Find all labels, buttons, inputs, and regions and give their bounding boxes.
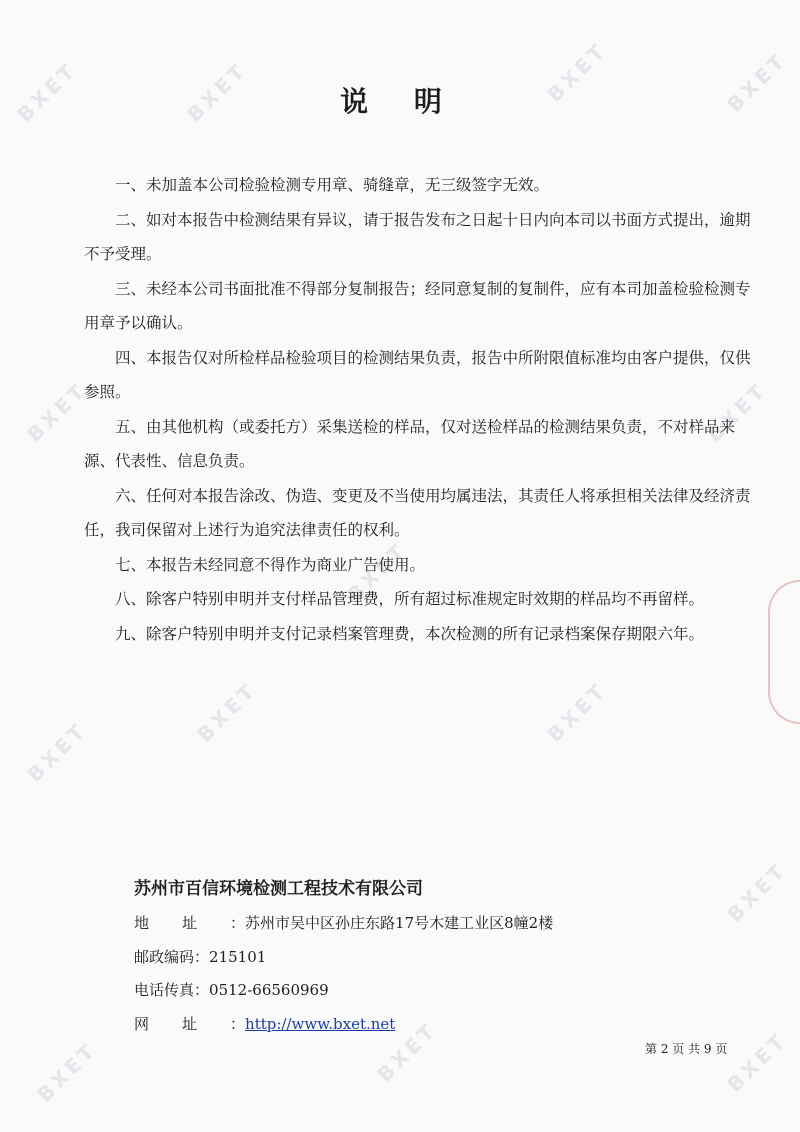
seal-stamp-edge bbox=[768, 580, 800, 724]
statement-paragraph: 六、任何对本报告涂改、伪造、变更及不当使用均属违法，其责任人将承担相关法律及经济责任，我司保留对上述行为追究法律责任的权利。 bbox=[84, 486, 751, 539]
page-title: 说 明 bbox=[340, 85, 460, 118]
postcode-label: 邮政编码 bbox=[134, 948, 195, 966]
watermark: BXET bbox=[372, 1017, 442, 1087]
separator: ： bbox=[194, 981, 210, 999]
watermark: BXET bbox=[182, 57, 252, 127]
watermark: BXET bbox=[722, 47, 792, 117]
watermark: BXET bbox=[542, 677, 612, 747]
postcode-value: 215101 bbox=[209, 948, 267, 966]
watermark: BXET bbox=[702, 377, 772, 447]
address-label: 地址 bbox=[134, 914, 231, 932]
statement-paragraph: 九、除客户特别申明并支付记录档案管理费，本次检测的所有记录档案保存期限六年。 bbox=[115, 624, 705, 643]
separator: ： bbox=[230, 1015, 246, 1033]
postcode-line bbox=[134, 946, 266, 967]
watermark: BXET bbox=[22, 717, 92, 787]
watermark: BXET bbox=[22, 377, 92, 447]
watermark: BXET bbox=[192, 677, 262, 747]
statement-paragraph: 一、未加盖本公司检验检测专用章、骑缝章，无三级签字无效。 bbox=[115, 176, 550, 194]
phone-label: 电话传真 bbox=[134, 981, 195, 999]
address-value: 苏州市吴中区孙庄东路17号木建工业区8幢2楼 bbox=[245, 914, 554, 932]
statement-paragraph: 七、本报告未经同意不得作为商业广告使用。 bbox=[115, 555, 426, 574]
statement-paragraph: 二、如对本报告中检测结果有异议，请于报告发布之日起十日内向本司以书面方式提出，逾期不予受理。 bbox=[84, 210, 751, 263]
watermark: BXET bbox=[32, 1037, 102, 1107]
page-number: 第 2 页 共 9 页 bbox=[645, 1042, 728, 1056]
website-line bbox=[134, 1013, 395, 1034]
statement-paragraph: 五、由其他机构（或委托方）采集送检的样品，仅对送检样品的检测结果负责，不对样品来源、代表性、信息负责。 bbox=[84, 417, 736, 470]
watermark: BXET bbox=[542, 37, 612, 107]
watermark: BXET bbox=[342, 537, 412, 607]
statement-paragraph: 四、本报告仅对所检样品检验项目的检测结果负责，报告中所附限值标准均由客户提供，仅供参照。 bbox=[84, 348, 751, 401]
statement-paragraph: 八、除客户特别申明并支付样品管理费，所有超过标准规定时效期的样品均不再留样。 bbox=[115, 590, 705, 608]
website-label: 网址 bbox=[134, 1015, 231, 1033]
phone-line bbox=[134, 979, 329, 1000]
watermark: BXET bbox=[722, 857, 792, 927]
statement-body bbox=[84, 168, 754, 651]
phone-value: 0512-66560969 bbox=[209, 981, 329, 999]
watermark: BXET bbox=[722, 1027, 792, 1097]
company-name: 苏州市百信环境检测工程技术有限公司 bbox=[134, 879, 423, 899]
separator: ： bbox=[230, 914, 246, 932]
separator: ： bbox=[194, 948, 210, 966]
statement-paragraph: 三、未经本公司书面批准不得部分复制报告；经同意复制的复制件，应有本司加盖检验检测专用章予以确认。 bbox=[84, 279, 751, 332]
watermark: BXET bbox=[12, 57, 82, 127]
website-link[interactable]: http://www.bxet.net bbox=[245, 1015, 396, 1033]
address-line bbox=[134, 912, 553, 933]
